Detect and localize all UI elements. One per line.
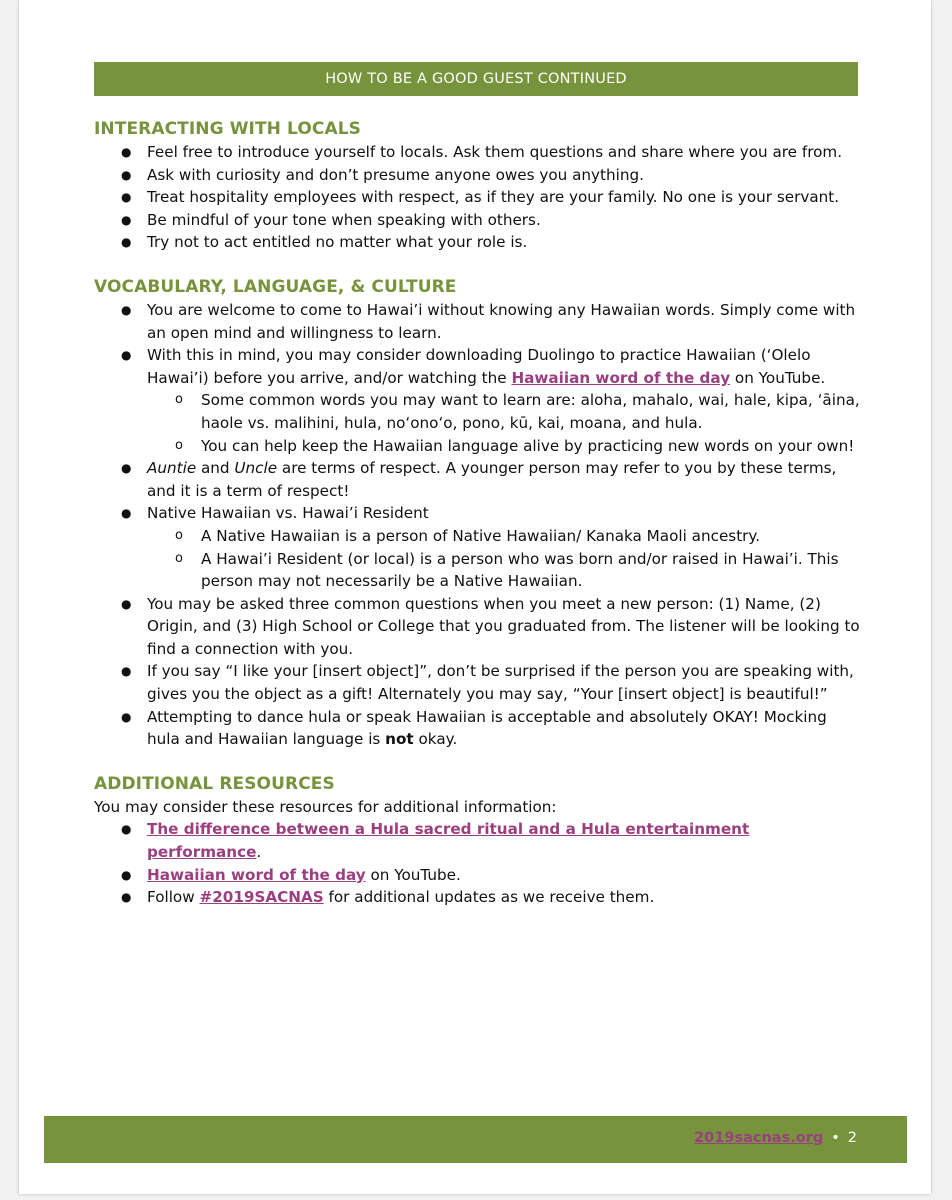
bullet-icon: ● — [121, 167, 132, 182]
bullet-icon: ● — [121, 664, 132, 679]
list-item: ● You may be asked three common questions when you meet a new person: (1) Name, (2) Origin, and (3) High School or College that you graduated from. The listener will be looking to find a connection with you. — [121, 594, 860, 658]
bullet-icon: ● — [121, 506, 132, 521]
section-heading: ADDITIONAL RESOURCES — [94, 773, 335, 794]
list-item: ● Hawaiian word of the day on YouTube. — [94, 864, 864, 887]
sub-list-item: o Some common words you may want to learn are: aloha, mahalo, wai, hale, kipa, ‘āina, haole vs. malihini, hula, noʻonoʻo, pono, kū, kai, moana, and hula. — [175, 391, 860, 432]
list-item: ● With this in mind, you may consider downloading Duolingo to practice Hawaiian (‘Olelo Hawai’i) before you arrive, and/or watching the Hawaiian word of the day on YouTube. o Some common words you may want to learn are: aloha, mahalo, wai, hale, kipa, ‘āina, haole vs. malihini, hula, noʻonoʻo, pono, kū, kai, moana, and hula. o You can help keep the Hawaiian language alive by practicing new words on your own! — [94, 344, 864, 457]
list-item: ● You are welcome to come to Hawai’i without knowing any Hawaiian words. Simply come with an open mind and willingness to learn. — [121, 300, 856, 342]
bullet-icon: ● — [121, 212, 132, 227]
hawaiian-word-of-the-day-link[interactable]: Hawaiian word of the day — [147, 865, 366, 884]
section-heading: INTERACTING WITH LOCALS — [94, 119, 362, 139]
bullet-icon: ● — [121, 302, 132, 317]
bullet-icon: ● — [121, 461, 132, 476]
footer-text — [694, 1130, 857, 1146]
list-item: ● Feel free to introduce yourself to locals. Ask them questions and share where you are from. — [94, 141, 864, 164]
footer-separator: • — [831, 1130, 840, 1146]
section-heading: VOCABULARY, LANGUAGE, & CULTURE — [94, 276, 457, 297]
bullet-icon: ● — [121, 867, 132, 882]
footer-site-link[interactable]: 2019sacnas.org — [694, 1130, 824, 1146]
sub-list-item: o A Native Hawaiian is a person of Native Hawaiian/ Kanaka Maoli ancestry. — [147, 525, 864, 548]
section-additional-resources — [94, 773, 864, 909]
sub-bullet-list — [147, 525, 864, 593]
list-item: ● If you say “I like your [insert object]”, don’t be surprised if the person you are speaking with, gives you the object as a gift! Alternately you may say, “Your [insert object] is beautiful!” — [121, 662, 854, 704]
page-number: 2 — [847, 1130, 857, 1146]
list-item: ● Try not to act entitled no matter what your role is. — [94, 231, 864, 254]
bullet-icon: ● — [121, 348, 132, 363]
bullet-icon: ● — [121, 822, 132, 837]
sub-bullet-icon: o — [175, 392, 183, 408]
page-header-bar — [94, 62, 858, 96]
list-item: ● Native Hawaiian vs. Hawai’i Resident o A Native Hawaiian is a person of Native Hawaiian/ Kanaka Maoli ancestry. o A Hawai’i Resident (or local) is a person who was born and/or raised in Hawai’i. This person may not necessarily be a Native Hawaiian. — [94, 502, 864, 592]
page-header-title: HOW TO BE A GOOD GUEST CONTINUED — [325, 71, 627, 87]
bullet-icon: ● — [121, 145, 132, 159]
bullet-list — [94, 299, 864, 751]
list-item: ● Follow #2019SACNAS for additional updates as we receive them. — [94, 886, 864, 909]
list-item: ● Attempting to dance hula or speak Hawaiian is acceptable and absolutely OKAY! Mocking hula and Hawaiian language is not okay. — [121, 707, 827, 749]
sub-list-item: o A Hawai’i Resident (or local) is a person who was born and/or raised in Hawai’i. This person may not necessarily be a Native Hawaiian. — [175, 549, 839, 591]
sub-bullet-list — [147, 389, 864, 457]
hashtag-2019sacnas-link[interactable]: #2019SACNAS — [199, 888, 324, 907]
bullet-icon: ● — [121, 190, 132, 205]
section-vocabulary-language-culture — [94, 276, 864, 751]
list-item: ● Auntie and Uncle are terms of respect. A younger person may refer to you by these terms, and it is a term of respect! — [121, 459, 837, 500]
list-item: ● Ask with curiosity and don’t presume anyone owes you anything. — [94, 164, 864, 187]
list-item: ● Be mindful of your tone when speaking with others. — [94, 209, 864, 232]
list-item: ● Treat hospitality employees with respect, as if they are your family. No one is your servant. — [94, 186, 864, 209]
document-page — [19, 0, 931, 1194]
hula-ritual-vs-entertainment-link[interactable]: The difference between a Hula sacred ritual and a Hula entertainment performance — [147, 820, 750, 862]
bullet-list — [94, 141, 864, 254]
bullet-icon: ● — [121, 890, 132, 905]
bullet-icon: ● — [121, 235, 132, 250]
resources-intro: You may consider these resources for additional information: — [94, 797, 557, 816]
sub-bullet-icon: o — [175, 437, 183, 453]
page-footer-bar — [44, 1116, 907, 1163]
sub-list-item: o You can help keep the Hawaiian language alive by practicing new words on your own! — [147, 435, 864, 458]
bullet-list — [94, 818, 864, 908]
hawaiian-word-of-the-day-link[interactable]: Hawaiian word of the day — [511, 368, 731, 387]
bullet-icon: ● — [121, 709, 132, 724]
sub-bullet-icon: o — [175, 527, 183, 543]
list-item: ● The difference between a Hula sacred ritual and a Hula entertainment performance. — [121, 820, 750, 862]
bullet-icon: ● — [121, 596, 132, 611]
page-content — [94, 118, 864, 931]
sub-bullet-icon: o — [175, 550, 183, 566]
section-interacting-with-locals — [94, 118, 864, 254]
